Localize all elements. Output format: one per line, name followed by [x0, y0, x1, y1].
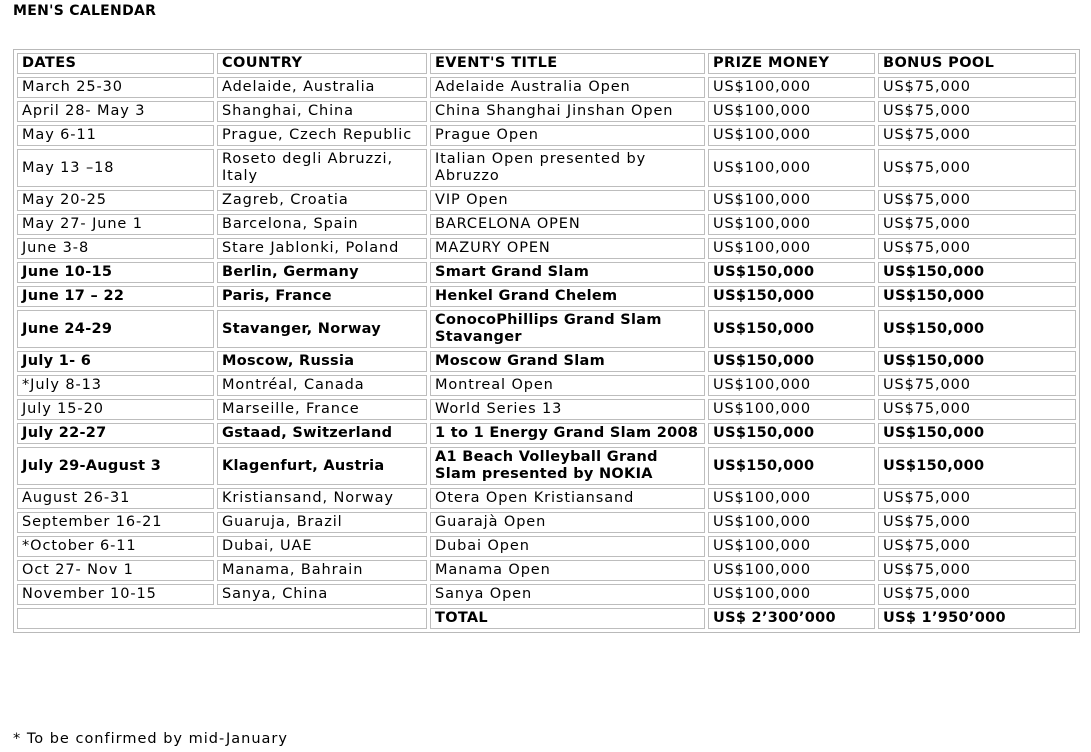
cell-event-title: Montreal Open [430, 375, 705, 396]
cell-date: June 24-29 [17, 310, 214, 348]
table-row [17, 423, 1076, 444]
cell-bonus-pool: US$75,000 [878, 125, 1076, 146]
cell-date: July 29-August 3 [17, 447, 214, 485]
table-row [17, 238, 1076, 259]
cell-date: *October 6-11 [17, 536, 214, 557]
cell-prize-money: US$100,000 [708, 488, 875, 509]
cell-prize-money: US$100,000 [708, 125, 875, 146]
cell-bonus-pool: US$150,000 [878, 351, 1076, 372]
cell-event-title: Sanya Open [430, 584, 705, 605]
cell-event-title: Henkel Grand Chelem [430, 286, 705, 307]
header-bonus-pool: BONUS POOL [878, 53, 1076, 74]
cell-prize-money: US$100,000 [708, 101, 875, 122]
cell-event-title: China Shanghai Jinshan Open [430, 101, 705, 122]
cell-prize-money: US$150,000 [708, 310, 875, 348]
cell-prize-money: US$150,000 [708, 262, 875, 283]
cell-country: Paris, France [217, 286, 427, 307]
cell-country: Montréal, Canada [217, 375, 427, 396]
table-row [17, 399, 1076, 420]
table-row [17, 584, 1076, 605]
cell-bonus-pool: US$150,000 [878, 423, 1076, 444]
cell-bonus-pool: US$150,000 [878, 310, 1076, 348]
table-row [17, 149, 1076, 187]
cell-prize-money: US$100,000 [708, 512, 875, 533]
total-label: TOTAL [430, 608, 705, 629]
table-row [17, 286, 1076, 307]
cell-event-title: Moscow Grand Slam [430, 351, 705, 372]
cell-event-title: Prague Open [430, 125, 705, 146]
table-row [17, 125, 1076, 146]
table-row [17, 447, 1076, 485]
table-row [17, 262, 1076, 283]
cell-event-title: ConocoPhillips Grand Slam Stavanger [430, 310, 705, 348]
cell-prize-money: US$100,000 [708, 536, 875, 557]
cell-date: June 3-8 [17, 238, 214, 259]
header-dates: DATES [17, 53, 214, 74]
cell-prize-money: US$100,000 [708, 375, 875, 396]
header-country: COUNTRY [217, 53, 427, 74]
cell-prize-money: US$100,000 [708, 238, 875, 259]
cell-country: Dubai, UAE [217, 536, 427, 557]
cell-bonus-pool: US$75,000 [878, 375, 1076, 396]
header-prize-money: PRIZE MONEY [708, 53, 875, 74]
cell-date: May 27- June 1 [17, 214, 214, 235]
cell-country: Gstaad, Switzerland [217, 423, 427, 444]
cell-country: Prague, Czech Republic [217, 125, 427, 146]
cell-date: July 15-20 [17, 399, 214, 420]
cell-prize-money: US$150,000 [708, 351, 875, 372]
cell-date: March 25-30 [17, 77, 214, 98]
cell-event-title: BARCELONA OPEN [430, 214, 705, 235]
cell-country: Sanya, China [217, 584, 427, 605]
cell-bonus-pool: US$75,000 [878, 560, 1076, 581]
table-row [17, 310, 1076, 348]
table-row [17, 488, 1076, 509]
cell-country: Zagreb, Croatia [217, 190, 427, 211]
cell-prize-money: US$100,000 [708, 149, 875, 187]
cell-bonus-pool: US$75,000 [878, 101, 1076, 122]
page-title: MEN'S CALENDAR [13, 3, 157, 19]
cell-country: Barcelona, Spain [217, 214, 427, 235]
cell-event-title: MAZURY OPEN [430, 238, 705, 259]
cell-bonus-pool: US$75,000 [878, 77, 1076, 98]
footnote: * To be confirmed by mid-January [13, 731, 288, 747]
cell-country: Klagenfurt, Austria [217, 447, 427, 485]
cell-date: *July 8-13 [17, 375, 214, 396]
cell-prize-money: US$100,000 [708, 190, 875, 211]
cell-country: Manama, Bahrain [217, 560, 427, 581]
header-event-title: EVENT'S TITLE [430, 53, 705, 74]
cell-prize-money: US$100,000 [708, 560, 875, 581]
table-row [17, 190, 1076, 211]
cell-date: Oct 27- Nov 1 [17, 560, 214, 581]
cell-date: June 17 – 22 [17, 286, 214, 307]
cell-date: July 1- 6 [17, 351, 214, 372]
total-empty-cell [17, 608, 427, 629]
cell-prize-money: US$100,000 [708, 77, 875, 98]
table-row [17, 351, 1076, 372]
cell-event-title: Manama Open [430, 560, 705, 581]
cell-country: Berlin, Germany [217, 262, 427, 283]
cell-country: Kristiansand, Norway [217, 488, 427, 509]
table-header-row [17, 53, 1076, 74]
cell-bonus-pool: US$75,000 [878, 149, 1076, 187]
cell-bonus-pool: US$75,000 [878, 238, 1076, 259]
cell-date: May 20-25 [17, 190, 214, 211]
cell-event-title: Guarajà Open [430, 512, 705, 533]
cell-prize-money: US$150,000 [708, 423, 875, 444]
cell-bonus-pool: US$75,000 [878, 214, 1076, 235]
cell-bonus-pool: US$75,000 [878, 536, 1076, 557]
cell-event-title: 1 to 1 Energy Grand Slam 2008 [430, 423, 705, 444]
cell-bonus-pool: US$150,000 [878, 286, 1076, 307]
table-total-row [17, 608, 1076, 629]
cell-bonus-pool: US$75,000 [878, 488, 1076, 509]
cell-date: May 6-11 [17, 125, 214, 146]
table-row [17, 214, 1076, 235]
total-bonus-pool: US$ 1’950’000 [878, 608, 1076, 629]
cell-country: Marseille, France [217, 399, 427, 420]
cell-date: September 16-21 [17, 512, 214, 533]
cell-event-title: A1 Beach Volleyball Grand Slam presented by NOKIA [430, 447, 705, 485]
cell-bonus-pool: US$75,000 [878, 512, 1076, 533]
cell-country: Stavanger, Norway [217, 310, 427, 348]
cell-country: Stare Jablonki, Poland [217, 238, 427, 259]
cell-date: November 10-15 [17, 584, 214, 605]
cell-date: July 22-27 [17, 423, 214, 444]
cell-prize-money: US$100,000 [708, 584, 875, 605]
cell-event-title: Adelaide Australia Open [430, 77, 705, 98]
cell-country: Adelaide, Australia [217, 77, 427, 98]
calendar-table [13, 49, 1080, 633]
table-row [17, 101, 1076, 122]
cell-bonus-pool: US$75,000 [878, 584, 1076, 605]
table-row [17, 375, 1076, 396]
table-row [17, 560, 1076, 581]
cell-country: Moscow, Russia [217, 351, 427, 372]
cell-bonus-pool: US$150,000 [878, 447, 1076, 485]
cell-prize-money: US$100,000 [708, 214, 875, 235]
cell-bonus-pool: US$75,000 [878, 190, 1076, 211]
cell-country: Guaruja, Brazil [217, 512, 427, 533]
cell-prize-money: US$150,000 [708, 447, 875, 485]
table-row [17, 512, 1076, 533]
cell-event-title: World Series 13 [430, 399, 705, 420]
table-row [17, 77, 1076, 98]
cell-bonus-pool: US$75,000 [878, 399, 1076, 420]
cell-event-title: Italian Open presented by Abruzzo [430, 149, 705, 187]
cell-date: May 13 –18 [17, 149, 214, 187]
cell-country: Shanghai, China [217, 101, 427, 122]
cell-event-title: Smart Grand Slam [430, 262, 705, 283]
cell-prize-money: US$100,000 [708, 399, 875, 420]
cell-date: June 10-15 [17, 262, 214, 283]
table-row [17, 536, 1076, 557]
cell-country: Roseto degli Abruzzi, Italy [217, 149, 427, 187]
cell-event-title: Otera Open Kristiansand [430, 488, 705, 509]
cell-date: April 28- May 3 [17, 101, 214, 122]
cell-event-title: Dubai Open [430, 536, 705, 557]
cell-bonus-pool: US$150,000 [878, 262, 1076, 283]
cell-date: August 26-31 [17, 488, 214, 509]
cell-event-title: VIP Open [430, 190, 705, 211]
total-prize-money: US$ 2’300’000 [708, 608, 875, 629]
cell-prize-money: US$150,000 [708, 286, 875, 307]
